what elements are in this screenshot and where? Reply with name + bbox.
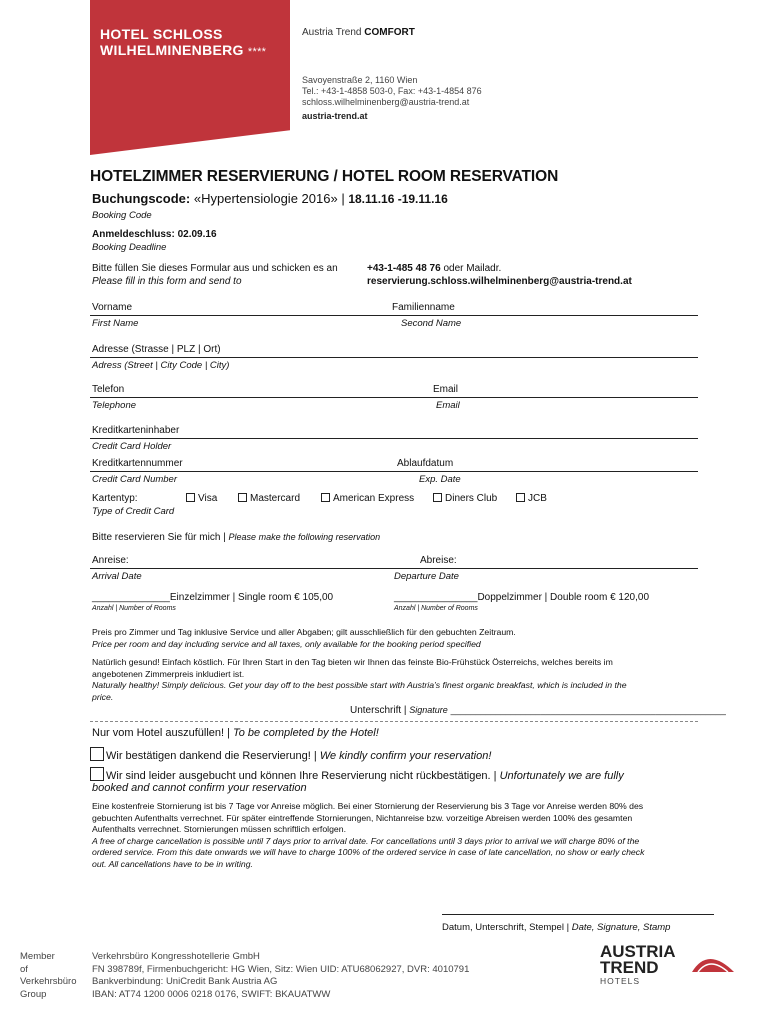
card-option-amex[interactable] [321, 493, 414, 504]
signature-label: Unterschrift | [350, 705, 407, 716]
card-option-label: JCB [528, 493, 547, 504]
fax-number: +43-1-485 48 76 [367, 263, 441, 274]
address-field-line[interactable] [90, 357, 698, 358]
hotel-website-link[interactable]: austria-trend.at [302, 111, 368, 121]
address-email: schloss.wilhelminenberg@austria-trend.at [302, 97, 470, 107]
booking-code-label-en: Booking Code [92, 210, 152, 221]
confirm-label-en: We kindly confirm your reservation! [319, 750, 492, 762]
single-rooms-label-en: Anzahl | Number of Rooms [92, 605, 176, 612]
hotel-address [302, 75, 482, 122]
confirm-label-de: Wir bestätigen dankend die Reservierung! | [106, 750, 317, 762]
address-label: Adresse (Strasse | PLZ | Ort) [92, 344, 221, 355]
company-iban: IBAN: AT74 1200 0006 0218 0176, SWIFT: BKAUATWW [92, 988, 331, 1000]
or-mail-label: oder Mailadr. [443, 263, 502, 274]
address-street: Savoyenstraße 2, 1160 Wien [302, 75, 418, 85]
breakfast-text-de-1: Natürlich gesund! Einfach köstlich. Für Ihren Start in den Tag bieten wir Ihnen das feinste Bio-Frühstück Österreichs, welches bereits im [92, 657, 613, 667]
cancel-de-2: gebuchten Aufenthalts verrechnet. Für später eintreffende Stornierungen, Nichtanreise bzw. vorzeitige Abreisen werden 100% des gesamten [92, 812, 633, 823]
reservation-intro-de: Bitte reservieren Sie für mich | [92, 532, 226, 543]
contact-field-line[interactable] [90, 397, 698, 398]
departure-label: Abreise: [420, 555, 457, 566]
breakfast-text-de-2: angebotenen Zimmerpreis inkludiert ist. [92, 668, 245, 679]
card-holder-label: Kreditkarteninhaber [92, 425, 180, 436]
stamp-label-de: Datum, Unterschrift, Stempel | [442, 922, 570, 933]
checkbox-icon[interactable] [516, 493, 525, 502]
booking-deadline: Anmeldeschluss: 02.09.16 [92, 229, 217, 240]
austria-trend-logo [600, 944, 676, 986]
breakfast-text-en-2: price. [92, 691, 114, 702]
phone-label-en: Telephone [92, 400, 137, 411]
expiry-label-en: Exp. Date [419, 474, 461, 485]
checkbox-icon[interactable] [238, 493, 247, 502]
price-text-en: Price per room and day including service and all taxes, only available for the booking period specified [92, 638, 481, 649]
company-bank: Bankverbindung: UniCredit Bank Austria AG [92, 976, 278, 988]
hotel-logo-text [100, 26, 266, 60]
last-name-label-en: Second Name [401, 318, 462, 329]
first-name-label-en: First Name [92, 318, 139, 329]
card-holder-label-en: Credit Card Holder [92, 441, 172, 452]
card-option-label: Diners Club [445, 493, 498, 504]
member-line-3: Verkehrsbüro [20, 976, 77, 988]
hotel-section-title-de: Nur vom Hotel auszufüllen! | [92, 727, 230, 739]
dates-field-line[interactable] [90, 568, 698, 569]
arrival-label: Anreise: [92, 555, 129, 566]
cancel-en-1: A free of charge cancellation is possible until 7 days prior to arrival date. For cancellations until 3 days prior to arrival we will charge 80% of the [92, 835, 640, 846]
address-label-en: Adress (Street | City Code | City) [92, 360, 230, 371]
cancellation-policy [92, 801, 712, 870]
phone-label: Telefon [92, 384, 125, 395]
card-option-mastercard[interactable] [238, 493, 300, 504]
checkbox-icon[interactable] [90, 747, 104, 761]
double-room-label: Doppelzimmer | Double room € 120,00 [477, 592, 650, 603]
hotel-name-line-1: HOTEL SCHLOSS [100, 26, 223, 42]
checkbox-icon[interactable] [186, 493, 195, 502]
breakfast-info [92, 657, 712, 703]
cancel-de-3: Aufenthalts verrechnet. Stornierungen müssen schriftlich erfolgen. [92, 824, 347, 834]
first-name-label: Vorname [92, 302, 133, 313]
price-info [92, 627, 702, 650]
booking-code-value: «Hypertensiologie 2016» [193, 191, 338, 206]
card-number-label-en: Credit Card Number [92, 474, 177, 485]
stamp-label [442, 922, 670, 933]
company-registry: FN 398789f, Firmenbuchgericht: HG Wien, Sitz: Wien UID: ATU68062927, DVR: 4010791 [92, 963, 470, 975]
reject-label-de: Wir sind leider ausgebucht und können Ihre Reservierung nicht rückbestätigen. | [106, 770, 497, 782]
email-label-en: Email [436, 400, 460, 411]
reject-option[interactable] [90, 767, 624, 782]
brand-bold: COMFORT [364, 27, 415, 38]
stamp-field-line[interactable] [442, 914, 714, 915]
expiry-label: Ablaufdatum [397, 458, 454, 469]
reject-label-en-1: Unfortunately we are fully [499, 770, 624, 782]
signature-field[interactable]: _______________________________________________________ [450, 705, 726, 715]
hotel-section-title-en: To be completed by the Hotel! [233, 727, 379, 739]
card-number-field-line[interactable] [90, 471, 698, 472]
card-holder-field-line[interactable] [90, 438, 698, 439]
card-option-jcb[interactable] [516, 493, 547, 504]
breakfast-text-en-1: Naturally healthy! Simply delicious. Get your day off to the best possible start with Austria’s finest organic breakfast, which is included in the [92, 680, 627, 690]
booking-code-line [92, 191, 448, 206]
name-field-line[interactable] [90, 315, 698, 316]
email-label: Email [433, 384, 459, 395]
logo-line-2: TREND [600, 958, 659, 977]
checkbox-icon[interactable] [90, 767, 104, 781]
stamp-label-en: Date, Signature, Stamp [571, 922, 671, 933]
hotel-stars: **** [247, 46, 267, 58]
arrival-label-en: Arrival Date [92, 571, 142, 582]
departure-label-en: Departure Date [394, 571, 459, 582]
card-option-visa[interactable] [186, 493, 217, 504]
instructions-en: Please fill in this form and send to [92, 276, 242, 287]
confirm-option[interactable] [90, 747, 491, 762]
single-room-count-field[interactable]: ______________ [92, 592, 170, 603]
send-to-fax [367, 263, 501, 274]
signature-label-en: Signature [409, 705, 448, 715]
instructions-de: Bitte füllen Sie dieses Formular aus und schicken es an [92, 263, 338, 274]
reservation-intro [92, 532, 380, 543]
double-rooms-label-en: Anzahl | Number of Rooms [394, 605, 478, 612]
double-room-count-field[interactable]: _______________ [394, 592, 478, 603]
mountain-logo-icon [690, 952, 736, 974]
card-option-label: Mastercard [250, 493, 301, 504]
booking-deadline-en: Booking Deadline [92, 242, 167, 253]
hotel-name-line-2: WILHELMINENBERG [100, 42, 244, 58]
cut-divider [90, 721, 698, 722]
reject-label-en-2: booked and cannot confirm your reservation [92, 782, 307, 794]
cancel-en-3: out. All cancellations have to be in writing. [92, 858, 253, 869]
member-line-2: of [20, 963, 28, 975]
price-text-de: Preis pro Zimmer und Tag inklusive Service und aller Abgaben; gilt ausschließlich für den gebuchten Zeitraum. [92, 627, 516, 637]
brand-label [302, 27, 415, 38]
address-phone: Tel.: +43-1-4858 503-0, Fax: +43-1-4854 876 [302, 86, 482, 96]
cancel-en-2: ordered service. From this date onwards we will have to charge 100% of the ordered service in case of late cancellation, no show or early check [92, 847, 645, 857]
logo-line-1: AUSTRIA [600, 942, 676, 961]
card-option-label: Visa [198, 493, 218, 504]
card-type-label: Kartentyp: [92, 493, 138, 504]
reservation-intro-en: Please make the following reservation [228, 532, 381, 542]
single-room-label: Einzelzimmer | Single room € 105,00 [169, 592, 334, 603]
page-title: HOTELZIMMER RESERVIERUNG / HOTEL ROOM RESERVATION [90, 168, 559, 185]
single-room-row [92, 592, 333, 603]
booking-code-label: Buchungscode: [92, 191, 191, 206]
company-info [92, 951, 469, 1001]
last-name-label: Familienname [392, 302, 455, 313]
hotel-logo-panel [90, 0, 290, 155]
company-name: Verkehrsbüro Kongresshotellerie GmbH [92, 951, 260, 962]
guest-signature-row [350, 705, 726, 716]
member-line-4: Group [20, 988, 47, 1000]
double-room-row [394, 592, 649, 603]
booking-dates: 18.11.16 -19.11.16 [348, 192, 448, 206]
member-of-group [20, 951, 77, 1001]
card-type-label-en: Type of Credit Card [92, 506, 175, 517]
booking-code-sep: | [341, 191, 345, 206]
member-line-1: Member [20, 951, 55, 962]
card-option-label: American Express [333, 493, 415, 504]
cancel-de-1: Eine kostenfreie Stornierung ist bis 7 Tage vor Anreise möglich. Bei einer Stornierung der Reservierung bis 3 Tage vor Anreise werden 80% des [92, 801, 644, 811]
card-number-label: Kreditkartennummer [92, 458, 183, 469]
hotel-section-title [92, 727, 379, 739]
brand-light: Austria Trend [302, 27, 362, 38]
logo-line-3: HOTELS [600, 976, 641, 986]
checkbox-icon[interactable] [321, 493, 330, 502]
card-option-diners[interactable] [433, 493, 497, 504]
checkbox-icon[interactable] [433, 493, 442, 502]
reservation-email-link[interactable]: reservierung.schloss.wilhelminenberg@austria-trend.at [367, 276, 632, 287]
